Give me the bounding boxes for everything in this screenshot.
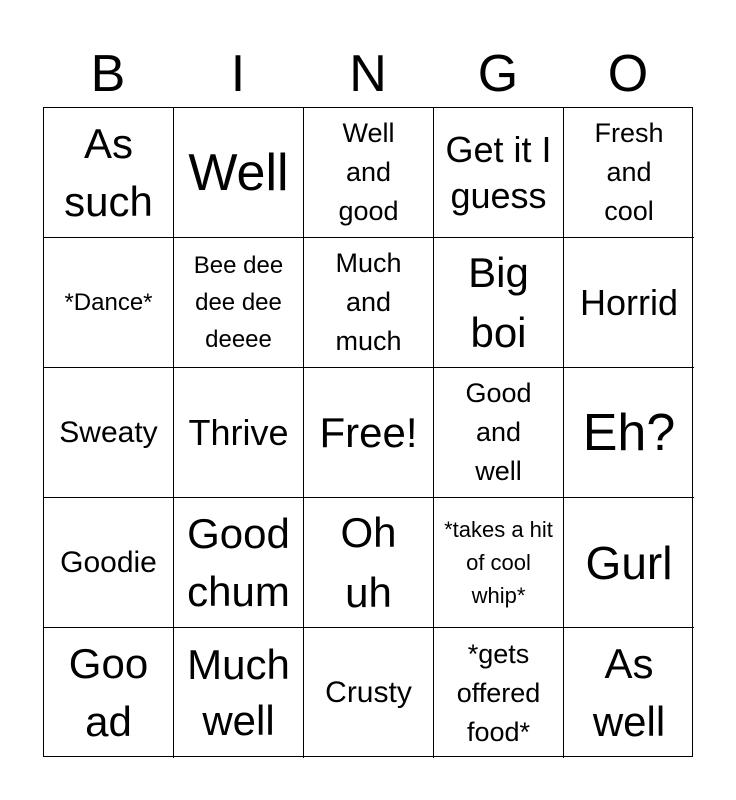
bingo-cell-r5c2[interactable] (174, 628, 304, 758)
bingo-cell-r5c5[interactable] (564, 628, 694, 758)
bingo-cell-r3c3[interactable] (304, 368, 434, 498)
cell-text: Eh? (582, 403, 676, 462)
cell-text: Gurl (585, 536, 673, 589)
cell-text: Get it I guess (445, 128, 552, 216)
bingo-cell-r5c3[interactable] (304, 628, 434, 758)
bingo-cell-r4c2[interactable] (174, 498, 304, 628)
header-letter-g: G (477, 45, 519, 103)
bingo-cell-r4c3[interactable] (304, 498, 434, 628)
bingo-cell-r2c4[interactable] (434, 238, 564, 368)
cell-text: *Dance* (64, 288, 153, 316)
bingo-cell-r4c5[interactable] (564, 498, 694, 628)
cell-text: Oh uh (340, 508, 397, 616)
header-letter-i: I (230, 45, 246, 103)
cell-text: Crusty (325, 676, 412, 709)
cell-text: Good and well (465, 378, 532, 486)
cell-text: Well and good (338, 118, 399, 226)
bingo-cell-r5c4[interactable] (434, 628, 564, 758)
bingo-cell-r2c3[interactable] (304, 238, 434, 368)
cell-text: Sweaty (59, 415, 158, 449)
cell-text: Goo ad (68, 640, 149, 745)
cell-text: Big boi (468, 248, 529, 356)
cell-text: As such (64, 119, 153, 225)
cell-text: *gets offered food* (456, 638, 541, 747)
bingo-cell-r2c5[interactable] (564, 238, 694, 368)
cell-text: Free! (319, 408, 418, 456)
bingo-cell-r5c1[interactable] (44, 628, 174, 758)
cell-text: Thrive (188, 411, 289, 453)
cell-text: *takes a hit of cool whip* (444, 517, 553, 608)
bingo-cell-r2c2[interactable] (174, 238, 304, 368)
cell-text: Goodie (60, 545, 157, 579)
cell-text: Horrid (579, 281, 678, 323)
bingo-cell-r1c2[interactable] (174, 108, 304, 238)
header-letter-o: O (607, 45, 649, 103)
bingo-card-grid (43, 107, 693, 757)
header-letter-b: B (90, 45, 126, 103)
cell-text: Good chum (187, 509, 290, 615)
header-letter-n: N (349, 45, 387, 103)
bingo-cell-r3c4[interactable] (434, 368, 564, 498)
cell-text: As well (592, 640, 666, 745)
bingo-cell-r1c3[interactable] (304, 108, 434, 238)
bingo-cell-r3c1[interactable] (44, 368, 174, 498)
bingo-cell-r3c5[interactable] (564, 368, 694, 498)
bingo-cell-r1c4[interactable] (434, 108, 564, 238)
bingo-cell-r3c2[interactable] (174, 368, 304, 498)
cell-text: Much and much (335, 248, 402, 356)
bingo-cell-r1c5[interactable] (564, 108, 694, 238)
bingo-header (43, 44, 693, 104)
bingo-cell-r1c1[interactable] (44, 108, 174, 238)
bingo-cell-r4c4[interactable] (434, 498, 564, 628)
cell-text: Bee dee dee dee deeee (193, 252, 284, 353)
bingo-cell-r4c1[interactable] (44, 498, 174, 628)
cell-text: Well (188, 143, 289, 202)
bingo-cell-r2c1[interactable] (44, 238, 174, 368)
cell-text: Much well (187, 641, 290, 744)
cell-text: Fresh and cool (594, 118, 664, 226)
